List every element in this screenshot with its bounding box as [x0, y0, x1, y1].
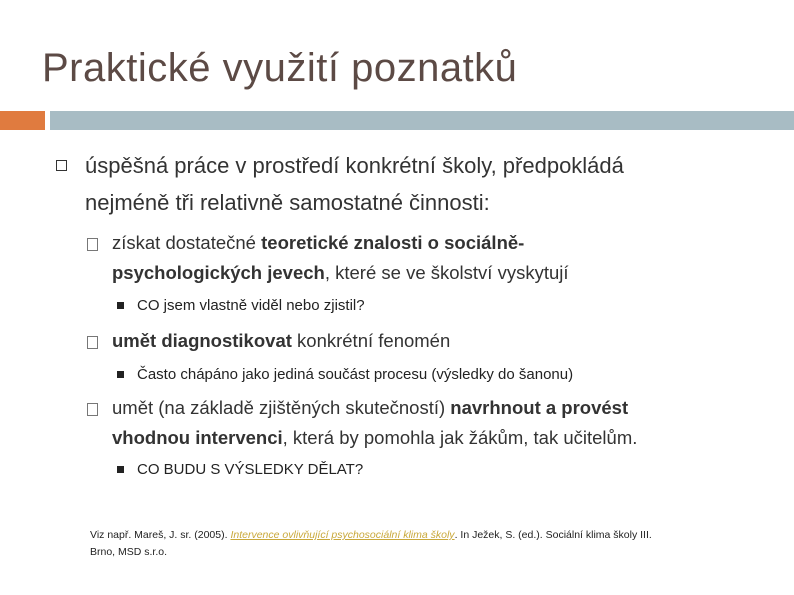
item-a-sub: CO jsem vlastně viděl nebo zjistil?: [137, 297, 365, 314]
item-c-sub: CO BUDU S VÝSLEDKY DĚLAT?: [137, 461, 364, 478]
square-bullet-icon: [117, 466, 124, 473]
item-a-line-2: [112, 258, 569, 288]
item-a-pre: získat dostatečné: [112, 232, 262, 253]
square-bullet-icon: [117, 302, 124, 309]
reference-post: . In Ježek, S. (ed.). Sociální klima školy III.: [454, 529, 652, 541]
item-c-bold-2: vhodnou intervenci: [112, 427, 283, 448]
item-c-bold-1: navrhnout a provést: [450, 397, 629, 418]
bullet-1-line-1: úspěšná práce v prostředí konkrétní školy, předpokládá: [85, 153, 624, 178]
sub-bullet-box-icon: [87, 403, 98, 416]
item-b-sub: Často chápáno jako jediná součást procesu (výsledky do šanonu): [137, 366, 574, 383]
item-a-post: , které se ve školství vyskytují: [324, 262, 569, 283]
item-c-line-1: [112, 393, 628, 423]
item-b-line: [112, 326, 450, 356]
reference-line-2: Brno, MSD s.r.o.: [90, 546, 168, 558]
item-a-line-1: [112, 228, 524, 258]
slide-title: Praktické využití poznatků: [42, 46, 518, 90]
item-a-bold-2: psychologických jevech: [112, 262, 325, 283]
item-c-line-2: [112, 423, 637, 453]
item-c-post: , která by pomohla jak žákům, tak učitelům.: [282, 427, 638, 448]
sub-bullet-box-icon: [87, 336, 98, 349]
square-bullet-icon: [117, 371, 124, 378]
bullet-square-outline-icon: [56, 160, 67, 171]
item-a-bold-1: teoretické znalosti o sociálně-: [261, 232, 525, 253]
reference-link[interactable]: Intervence ovlivňující psychosociální klima školy: [230, 529, 455, 541]
item-c-pre: umět (na základě zjištěných skutečností): [112, 397, 451, 418]
sub-bullet-box-icon: [87, 238, 98, 251]
bullet-1-line-2: nejméně tři relativně samostatné činnosti:: [85, 190, 490, 215]
item-b-bold: umět diagnostikovat: [112, 330, 292, 351]
title-divider-bar: [50, 111, 794, 130]
reference-pre: Viz např. Mareš, J. sr. (2005).: [90, 529, 231, 541]
reference-line-1: [90, 526, 652, 544]
title-accent-bar: [0, 111, 45, 130]
item-b-post: konkrétní fenomén: [291, 330, 451, 351]
